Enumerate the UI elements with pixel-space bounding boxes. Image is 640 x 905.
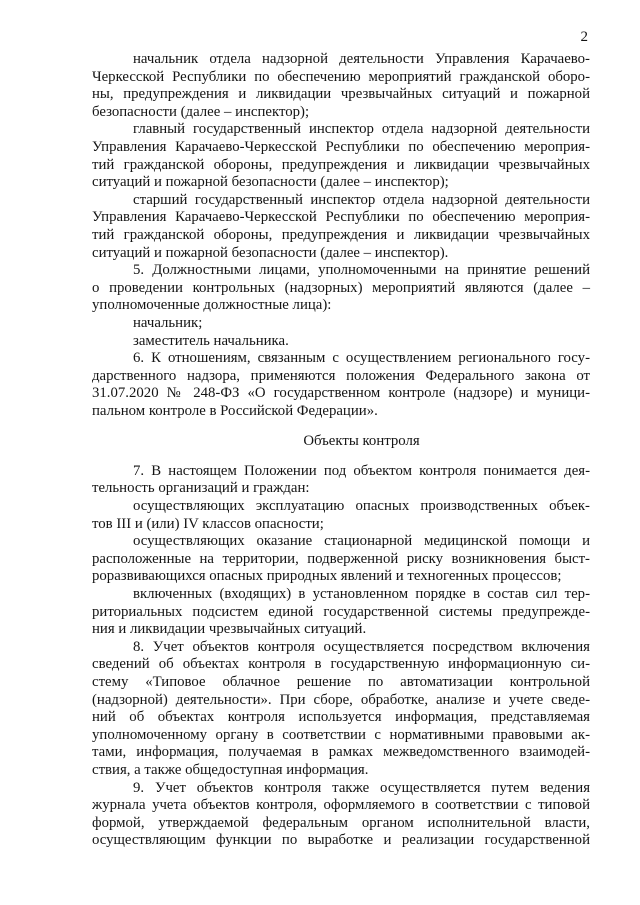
- text-line: 6. К отношениям, связанным с осуществлением регионального госу-: [133, 350, 590, 367]
- text-line: ствия, а также общедоступная информация.: [92, 761, 369, 778]
- text-line: 31.07.2020 № 248-ФЗ «О государственном контроле (надзоре) и муници-: [92, 385, 590, 402]
- list-item-head-of-department: [92, 51, 590, 121]
- text-line: ситуаций и пожарной безопасности (далее – инспектор);: [92, 174, 449, 191]
- clause-9-accounting-journal: [92, 780, 590, 850]
- list-item-inpatient-medical-care: [92, 533, 590, 586]
- clause-5-authorized-officials: [92, 262, 590, 315]
- text-line: тий гражданской обороны, предупреждения и ликвидации чрезвычайных: [92, 156, 590, 173]
- text-line: о проведении контрольных (надзорных) мероприятий являются (далее –: [92, 279, 590, 296]
- list-item-deputy-head: [92, 333, 590, 351]
- clause-8-information-system: [92, 639, 590, 780]
- text-line: осуществляющих эксплуатацию опасных производственных объек-: [133, 498, 590, 515]
- text-line: тами, информация, получаемая в рамках межведомственного взаимодей-: [92, 744, 590, 761]
- text-line: 5. Должностными лицами, уполномоченными на принятие решений: [133, 262, 590, 279]
- text-line: расположенные на территории, подверженной риску возникновения быст-: [92, 550, 590, 567]
- text-line: Управления Карачаево-Черкесской Республики по обеспечению мероприя-: [92, 209, 590, 226]
- text-line: журнала учета объектов контроля, оформляемого в соответствии с типовой: [92, 797, 590, 814]
- text-line: 8. Учет объектов контроля осуществляется посредством включения: [133, 638, 590, 655]
- text-line: (надзорной) деятельности». При сборе, обработке, анализе и учете сведе-: [92, 691, 590, 708]
- text-line: безопасности (далее – инспектор);: [92, 103, 310, 120]
- clause-6-applicable-law: [92, 350, 590, 420]
- text-line: уполномоченному органу в соответствии с нормативными правовыми ак-: [92, 726, 590, 743]
- text-line: осуществляющих оказание стационарной медицинской помощи и: [133, 533, 590, 550]
- text-line: Черкесской Республики по обеспечению мероприятий гражданской оборо-: [92, 68, 590, 85]
- text-line: 7. В настоящем Положении под объектом контроля понимается дея-: [133, 462, 590, 479]
- text-line: ния и ликвидации чрезвычайных ситуаций.: [92, 621, 367, 638]
- list-item-emergency-forces: [92, 586, 590, 639]
- text-line: сведений об объектах контроля в государственную информационную си-: [92, 656, 590, 673]
- text-line: уполномоченные должностные лица):: [92, 297, 332, 314]
- text-line: начальник отдела надзорной деятельности Управления Карачаево-: [133, 51, 590, 67]
- list-item-senior-state-inspector: [92, 192, 590, 262]
- text-line: стему «Типовое облачное решение по автоматизации контрольной: [92, 673, 590, 690]
- text-line: роразвивающихся опасных природных явлений и техногенных процессов;: [92, 568, 562, 585]
- text-line: риториальных подсистем единой государственной системы предупрежде-: [92, 603, 590, 620]
- text-line: 9. Учет объектов контроля также осуществляется путем ведения: [133, 779, 590, 796]
- text-line: включенных (входящих) в установленном порядке в состав сил тер-: [133, 586, 590, 602]
- text-line: заместитель начальника.: [133, 332, 289, 349]
- text-line: осуществляющим функции по выработке и реализации государственной: [92, 832, 590, 849]
- list-item-chief-state-inspector: [92, 121, 590, 191]
- section-heading: Объекты контроля: [303, 432, 420, 449]
- text-line: дарственного надзора, применяются положения Федерального закона от: [92, 367, 590, 384]
- text-line: Управления Карачаево-Черкесской Республики по обеспечению мероприя-: [92, 138, 590, 155]
- page-number: 2: [580, 29, 588, 45]
- text-line: старший государственный инспектор отдела надзорной деятельности: [133, 191, 590, 208]
- list-item-head: [92, 315, 590, 333]
- text-line: начальник;: [133, 314, 203, 331]
- text-line: ситуаций и пожарной безопасности (далее – инспектор).: [92, 244, 449, 261]
- text-line: тов III и (или) IV классов опасности;: [92, 515, 324, 532]
- list-item-hazardous-facilities: [92, 498, 590, 533]
- text-line: пальном контроле в Российской Федерации».: [92, 402, 378, 419]
- text-line: главный государственный инспектор отдела надзорной деятельности: [133, 121, 590, 138]
- text-line: формой, утверждаемой федеральным органом исполнительной власти,: [92, 814, 590, 831]
- clause-7-control-objects: [92, 463, 590, 498]
- text-line: ний об объектах контроля используется информация, представляемая: [92, 709, 590, 726]
- document-body: [92, 51, 590, 850]
- text-line: ны, предупреждения и ликвидации чрезвычайных ситуаций и пожарной: [92, 86, 590, 103]
- text-line: тельность организаций и граждан:: [92, 480, 310, 497]
- text-line: тий гражданской обороны, предупреждения и ликвидации чрезвычайных: [92, 226, 590, 243]
